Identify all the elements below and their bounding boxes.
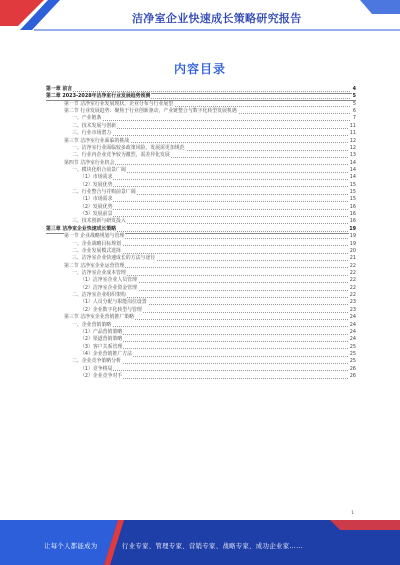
footer-slogan-right: 行业专家、管理专家、营销专家、战略专家、成功企业家…… [122,543,303,550]
toc-entry-page: 22 [349,292,356,299]
toc-leader-dots [72,135,350,136]
toc-entry-page: 25 [349,350,356,357]
toc-entry-page: 22 [349,284,356,291]
toc-entry[interactable] [46,233,356,240]
toc-entry[interactable] [46,160,356,167]
toc-entry-page: 24 [349,328,356,335]
document-title: 洁净室企业快速成长策略研究报告 [132,12,302,25]
toc-entry-page: 22 [349,277,356,284]
toc-entry[interactable] [46,93,356,100]
toc-entry-page: 16 [349,203,356,210]
toc-entry-page: 24 [349,336,356,343]
toc-entry-title: 二、行业内企业竞争较为激烈，需差异化发展 [72,152,170,159]
toc-entry-title: 三、技术创新与研发投入 [72,218,126,225]
toc-entry-page: 19 [349,225,356,232]
toc-entry[interactable] [46,218,356,225]
toc-entry-page: 19 [349,240,356,247]
toc-entry-title: （2）企业竞争对手 [80,373,123,380]
toc-entry-page: 23 [349,306,356,313]
toc-entry[interactable] [46,336,356,343]
toc-entry-title: 一、企业营销策略 [72,321,112,328]
toc-entry[interactable] [46,344,356,351]
toc-entry-title: （1）市场需求 [80,196,113,203]
toc-entry[interactable] [46,138,356,145]
toc-entry-page: 15 [349,189,356,196]
toc-entry-page: 22 [349,269,356,276]
toc-entry-title: 第一节 洁净室行业发展现状、企业分布与行业展望 [64,100,174,107]
toc-entry-title: 三、洁净室企业快速成长的方法与途径 [72,255,156,262]
toc-entry-page: 20 [349,247,356,254]
toc-entry[interactable] [46,285,356,292]
toc-leader-dots [72,120,350,121]
toc-entry-page: 4 [352,86,356,92]
toc-entry[interactable] [46,241,356,248]
toc-entry-title: 一、产业链条 [72,115,102,122]
footer-slogan-left: 让每个人都能成为 [44,543,98,550]
toc-entry[interactable] [46,322,356,329]
toc-entry-title: （2）企业数字化转型与管理 [80,306,142,313]
toc-entry[interactable] [46,182,356,189]
toc-entry-page: 16 [349,218,356,225]
toc-entry-page: 5 [352,93,356,100]
toc-entry-page: 11 [349,130,356,137]
toc-entry-page: 25 [349,343,356,350]
toc-entry-title: （2）发展优势 [80,181,113,188]
toc-entry-title: （1）产品营销策略 [80,328,123,335]
toc-entry-page: 16 [349,211,356,218]
toc-entry-page: 13 [349,152,356,159]
toc-entry-page: 24 [349,314,356,321]
toc-leader-dots [80,370,350,371]
toc-entry-page: 12 [349,144,356,151]
toc-entry-title: 第二节 行业发展趋势：聚焦于行业创新驱动，产业链整合与数字化转型发展机遇 [64,108,237,115]
toc-entry-title: 一、企业战略目标规划 [72,240,121,247]
toc-entry-title: （2）渠道营销策略 [80,336,123,343]
toc-heading: 内容目录 [173,62,226,76]
toc-entry-page: 6 [352,108,356,115]
toc-entry-page: 26 [349,365,356,372]
toc-entry-title: （1）洁净室企业人员管理 [80,277,137,284]
toc-entry-page: 22 [349,262,356,269]
toc-leader-dots [80,209,350,210]
toc-entry-page: 14 [349,174,356,181]
toc-entry-page: 23 [349,299,356,306]
toc-entry-title: 二、技术发展与创新 [72,122,117,129]
toc-entry-title: 三、行业市场潜力 [72,130,112,137]
toc-entry-page: 7 [352,115,356,122]
toc-leader-dots [80,216,350,217]
toc-entry[interactable] [46,314,356,321]
toc-entry-title: （2）洁净室企业资金管理 [80,284,137,291]
toc-entry-title: （3）发展前景 [80,211,113,218]
toc-entry-title: 第四节 洁净室行业机会 [64,159,115,166]
toc-entry-title: 第一章 前言 [46,86,73,92]
toc-entry[interactable] [46,255,356,262]
toc-entry-page: 19 [349,233,356,240]
toc-leader-dots [72,326,350,327]
toc-entry-page: 14 [349,166,356,173]
toc-entry-title: 第三节 洁净室行业面临的挑战 [64,137,130,144]
toc-entry[interactable] [46,196,356,203]
toc-entry[interactable] [46,130,356,137]
toc-entry-page: 15 [349,181,356,188]
toc-entry-title: 一、洁净室企业成本管理 [72,269,126,276]
toc-entry[interactable] [46,101,356,108]
toc-entry-title: 第三章 洁净室企业快速成长策略 [46,225,117,232]
toc-entry-title: 第二节 洁净室企业运营管理 [64,262,125,269]
toc-entry-title: 二、洁净室企业组织架构 [72,292,126,299]
toc-entry[interactable] [46,115,356,122]
toc-entry-title: （3）客户关系管理 [80,343,123,350]
toc-entry-page: 12 [349,137,356,144]
toc-leader-dots [80,179,350,180]
toc-entry-title: （2）发展优势 [80,203,113,210]
toc-entry-title: 二、行业整合与并购前景广阔 [72,189,136,196]
toc-entry-page: 26 [349,373,356,380]
toc-entry-title: （1）竞争格局 [80,365,113,372]
toc-entry-title: 第三节 洁净室企业营销推广策略 [64,314,135,321]
toc-entry[interactable] [46,204,356,211]
page-number: 1 [351,511,354,516]
toc-entry[interactable] [46,358,356,365]
toc-entry[interactable] [46,299,356,306]
toc-entry[interactable] [46,174,356,181]
toc-entry-title: 一、模块化组合前景广阔 [72,166,126,173]
toc-entry[interactable] [46,373,356,380]
toc-entry-title: （4）企业营销推广方法 [80,350,133,357]
toc-entry-title: （1）人员分配与职能岗位设置 [80,299,147,306]
toc-entry[interactable] [46,366,356,373]
toc-entry-title: 第二章 2023-2028年洁净室行业发展趋势预测 [46,93,151,100]
toc-leader-dots [80,201,350,202]
toc-entry[interactable] [46,152,356,159]
toc-entry-title: 二、企业发展模式选择 [72,247,121,254]
toc-entry-title: 二、企业竞争策略分析 [72,358,121,365]
toc-entry-page: 15 [349,196,356,203]
toc-entry-page: 14 [349,159,356,166]
table-of-contents [46,86,356,380]
toc-entry-title: 第一节 企业战略规划与管理 [64,233,125,240]
toc-leader-dots [46,91,350,92]
toc-entry-page: 24 [349,321,356,328]
toc-entry-page: 25 [349,358,356,365]
toc-entry[interactable] [46,263,356,270]
toc-entry-title: 一、洁净室行业面临较多政策风险，发展需更加规范 [72,144,185,151]
toc-entry-page: 11 [349,122,356,129]
toc-leader-dots [80,186,350,187]
toc-entry-page: 21 [349,255,356,262]
toc-entry-title: （1）市场需求 [80,174,113,181]
toc-entry-page: 5 [352,100,356,107]
toc-entry[interactable] [46,277,356,284]
